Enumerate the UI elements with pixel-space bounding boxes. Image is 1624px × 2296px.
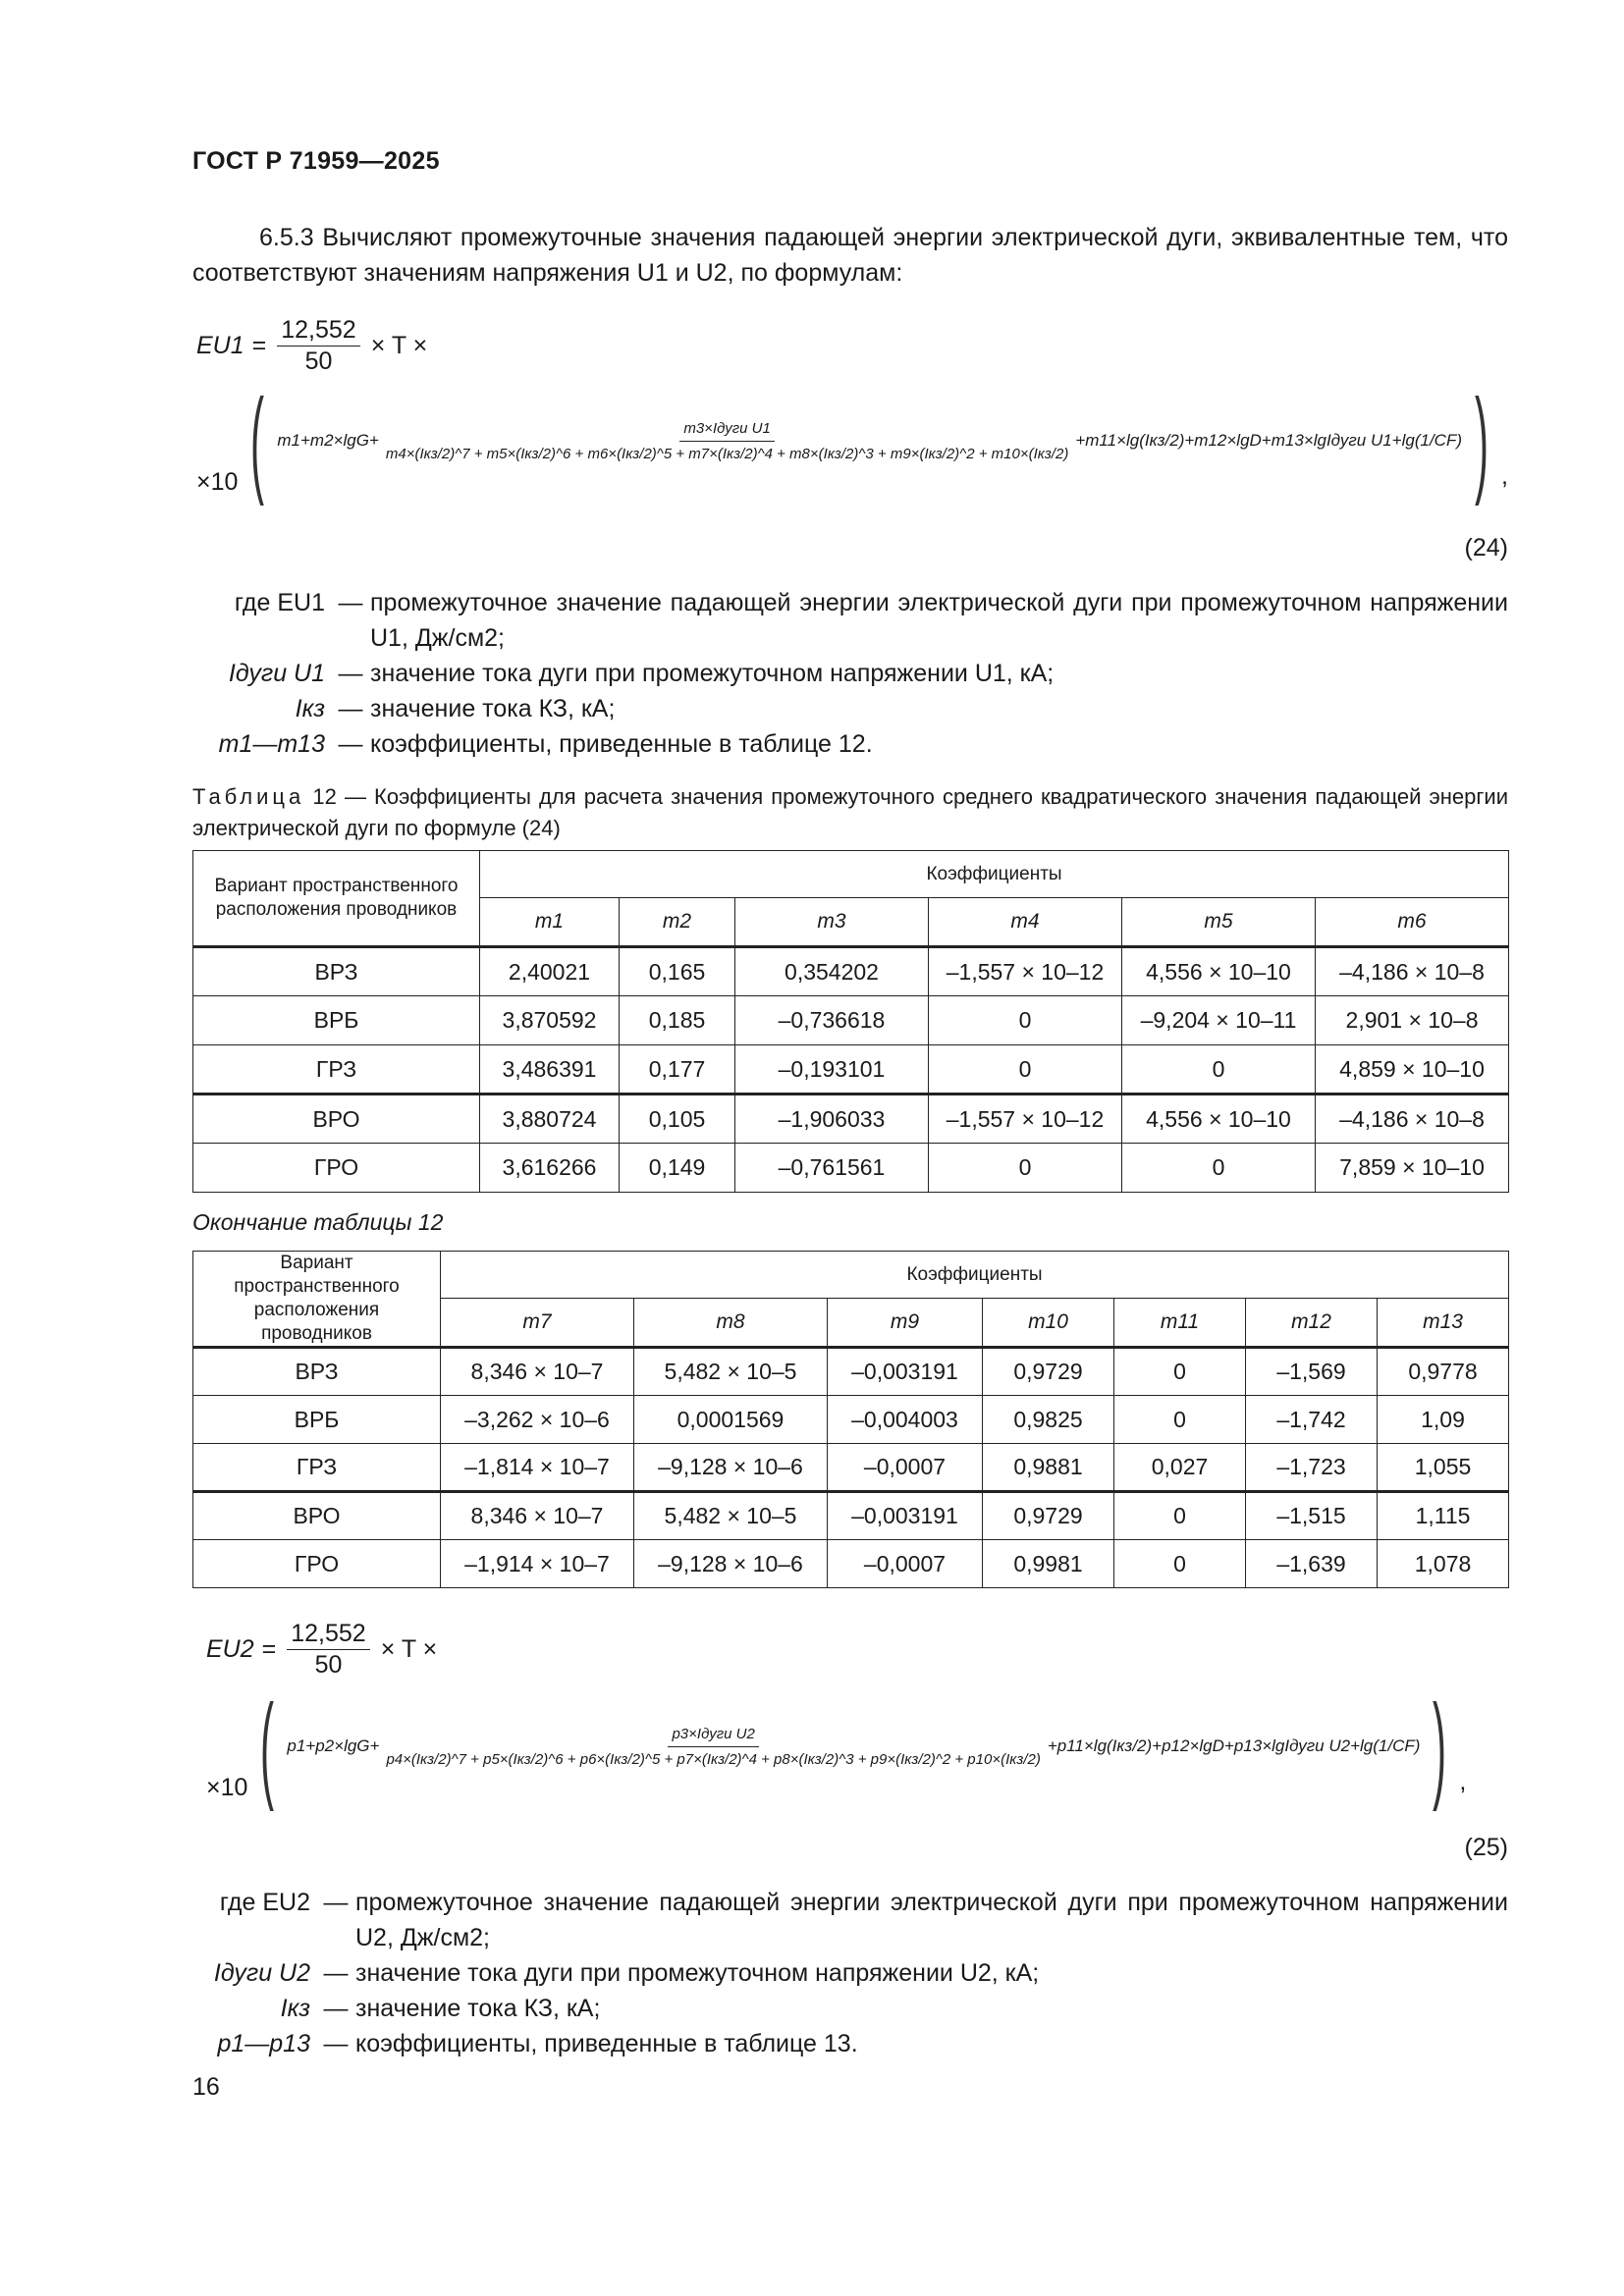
eq24-lhs: EU1 (196, 332, 244, 359)
table12-coef-header: Коэффициенты (480, 851, 1509, 898)
definition-row: Iдуги U2 — значение тока дуги при промежуточном напряжении U2, кА; (213, 1959, 1040, 1987)
eq25-inner-fraction: p3×Iдуги U2 p4×(Iкз/2)^7 + p5×(Iкз/2)^6 + p6×(Iкз/2)^5 + p7×(Iкз/2)^4 + p8×(Iкз/2)^3 + p9×(Iкз/2)^2 + p10×(Iкз/2) (386, 1725, 1041, 1768)
table12b-col-header: m13 (1378, 1299, 1509, 1348)
definition-row: Iдуги U1 — значение тока дуги при промежуточном напряжении U1, кА; (228, 660, 1055, 687)
table12-col-header: m6 (1316, 898, 1509, 947)
table12b-col-header: m12 (1246, 1299, 1378, 1348)
eq24-fraction: $\frac{12,552}{50}$ (277, 316, 359, 376)
table12-variant-header: Вариант пространственного расположения проводников (193, 851, 480, 947)
definition-row: где EU2 — промежуточное значение падающей энергии электрической дуги при промежуточном напряжении U2, Дж/см2; (219, 1889, 1508, 1951)
eq24-line1: EU1 = $\frac{12,552}{50}$ × T × (196, 316, 428, 375)
table-row: ГРЗ –1,814 × 10–7 –9,128 × 10–6 –0,0007 0,9881 0,027 –1,723 1,055 (193, 1444, 1509, 1492)
table12-col-header: m2 (620, 898, 735, 947)
table-row: ВРЗ 8,346 × 10–7 5,482 × 10–5 –0,003191 0,9729 0 –1,569 0,9778 (193, 1348, 1509, 1396)
eq25-exponent: p1+p2×lgG+ p3×Iдуги U2 p4×(Iкз/2)^7 + p5×(Iкз/2)^6 + p6×(Iкз/2)^5 + p7×(Iкз/2)^4 + p8×(Iкз/2)^3 + p9×(Iкз/2)^2 + p10×(Iкз/2) +p11×lg(Iкз/2)+p12×lgD+p13×lgIдуги U2+lg(1/CF) (287, 1725, 1421, 1768)
table-row: ВРБ 3,870592 0,185 –0,736618 0 –9,204 × 10–11 2,901 × 10–8 (193, 996, 1509, 1045)
eq24-exponent: m1+m2×lgG+ m3×Iдуги U1 m4×(Iкз/2)^7 + m5×(Iкз/2)^6 + m6×(Iкз/2)^5 + m7×(Iкз/2)^4 + m8×(Iкз/2)^3 + m9×(Iкз/2)^2 + m10×(Iкз/2) +m11×lg(Iкз/2)+m12×lgD+m13×lgIдуги U1+lg(1/CF) (277, 419, 1462, 462)
definition-row: где EU1 — промежуточное значение падающей энергии электрической дуги при промежуточном напряжении U1, Дж/см2; (234, 589, 1508, 652)
table12b-coef-header: Коэффициенты (441, 1252, 1509, 1299)
eq24-base: ×10 (196, 468, 239, 496)
eq24-exponential: ×10 ( m1+m2×lgG+ m3×Iдуги U1 m4×(Iкз/2)^7 + m5×(Iкз/2)^6 + m6×(Iкз/2)^5 + m7×(Iкз/2)^4 + m8×(Iкз/2)^3 + m9×(Iкз/2)^2 + m10×(Iкз/2) +m11×lg(Iкз/2)+m12×lgD+m13×lgIдуги U1+lg(1/CF) ) , (196, 375, 1508, 507)
table12 (192, 850, 1509, 1193)
table12b-col-header: m9 (828, 1299, 983, 1348)
page-number: 16 (192, 2073, 220, 2101)
definition-row: Iкз — значение тока КЗ, кА; (295, 695, 616, 722)
eq24-inner-fraction: m3×Iдуги U1 m4×(Iкз/2)^7 + m5×(Iкз/2)^6 + m6×(Iкз/2)^5 + m7×(Iкз/2)^4 + m8×(Iкз/2)^3 + m9×(Iкз/2)^2 + m10×(Iкз/2) (385, 419, 1069, 462)
table12-continuation-label: Окончание таблицы 12 (192, 1209, 444, 1235)
eq25-definitions (192, 1885, 1508, 2061)
table12b-variant-header: Вариант пространственного расположения проводников (193, 1252, 441, 1348)
definition-row: m1—m13 — коэффициенты, приведенные в таблице 12. (218, 730, 873, 758)
intro-text: Вычисляют промежуточные значения падающей энергии электрической дуги, эквивалентные тем, что соответствуют значениям напряжения U1 и U2, по формулам: (192, 224, 1508, 287)
table-row: ВРЗ 2,40021 0,165 0,354202 –1,557 × 10–12 4,556 × 10–10 –4,186 × 10–8 (193, 947, 1509, 996)
table12-col-header: m3 (735, 898, 929, 947)
table12-col-header: m4 (929, 898, 1122, 947)
eq24-times-t: × T × (370, 332, 428, 359)
clause-number: 6.5.3 (259, 224, 314, 251)
table-row: ГРО –1,914 × 10–7 –9,128 × 10–6 –0,0007 0,9981 0 –1,639 1,078 (193, 1540, 1509, 1588)
table12b-col-header: m7 (441, 1299, 634, 1348)
eq25-number: (25) (1464, 1834, 1508, 1861)
eq25-base: ×10 (206, 1774, 248, 1801)
table12-col-header: m5 (1122, 898, 1316, 947)
eq25-exponential: ×10 ( p1+p2×lgG+ p3×Iдуги U2 p4×(Iкз/2)^7 + p5×(Iкз/2)^6 + p6×(Iкз/2)^5 + p7×(Iкз/2)^4 + p8×(Iкз/2)^3 + p9×(Iкз/2)^2 + p10×(Iкз/2) +p11×lg(Iкз/2)+p12×lgD+p13×lgIдуги U2+lg(1/CF) ) , (206, 1681, 1467, 1812)
table-row: ГРО 3,616266 0,149 –0,761561 0 0 7,859 × 10–10 (193, 1144, 1509, 1193)
table12b-col-header: m10 (983, 1299, 1114, 1348)
eq24-definitions (192, 585, 1508, 762)
definition-row: Iкз — значение тока КЗ, кА; (280, 1995, 601, 2022)
table-row: ВРО 3,880724 0,105 –1,906033 –1,557 × 10–12 4,556 × 10–10 –4,186 × 10–8 (193, 1095, 1509, 1144)
definition-row: p1—p13 — коэффициенты, приведенные в таблице 13. (217, 2030, 858, 2057)
table-row: ГРЗ 3,486391 0,177 –0,193101 0 0 4,859 × 10–10 (193, 1045, 1509, 1095)
eq25-lhs: EU2 (206, 1635, 254, 1663)
table12-col-header: m1 (480, 898, 620, 947)
eq25-times-t: × T × (380, 1635, 438, 1663)
table-row: ВРО 8,346 × 10–7 5,482 × 10–5 –0,003191 0,9729 0 –1,515 1,115 (193, 1492, 1509, 1540)
table12-continuation (192, 1251, 1509, 1588)
intro-paragraph (192, 220, 1508, 291)
table-row: ВРБ –3,262 × 10–6 0,0001569 –0,004003 0,9825 0 –1,742 1,09 (193, 1396, 1509, 1444)
document-header: ГОСТ Р 71959—2025 (192, 147, 440, 175)
eq24-number: (24) (1464, 534, 1508, 561)
table12-caption: Таблица 12 — Коэффициенты для расчета значения промежуточного среднего квадратического значения падающей энергии электрической дуги по формуле (24) (192, 784, 1508, 840)
table12b-col-header: m8 (634, 1299, 828, 1348)
eq25-fraction: $\frac{12,552}{50}$ (287, 1620, 369, 1680)
table12b-col-header: m11 (1114, 1299, 1246, 1348)
eq25-line1: EU2 = $\frac{12,552}{50}$ × T × (206, 1620, 438, 1679)
